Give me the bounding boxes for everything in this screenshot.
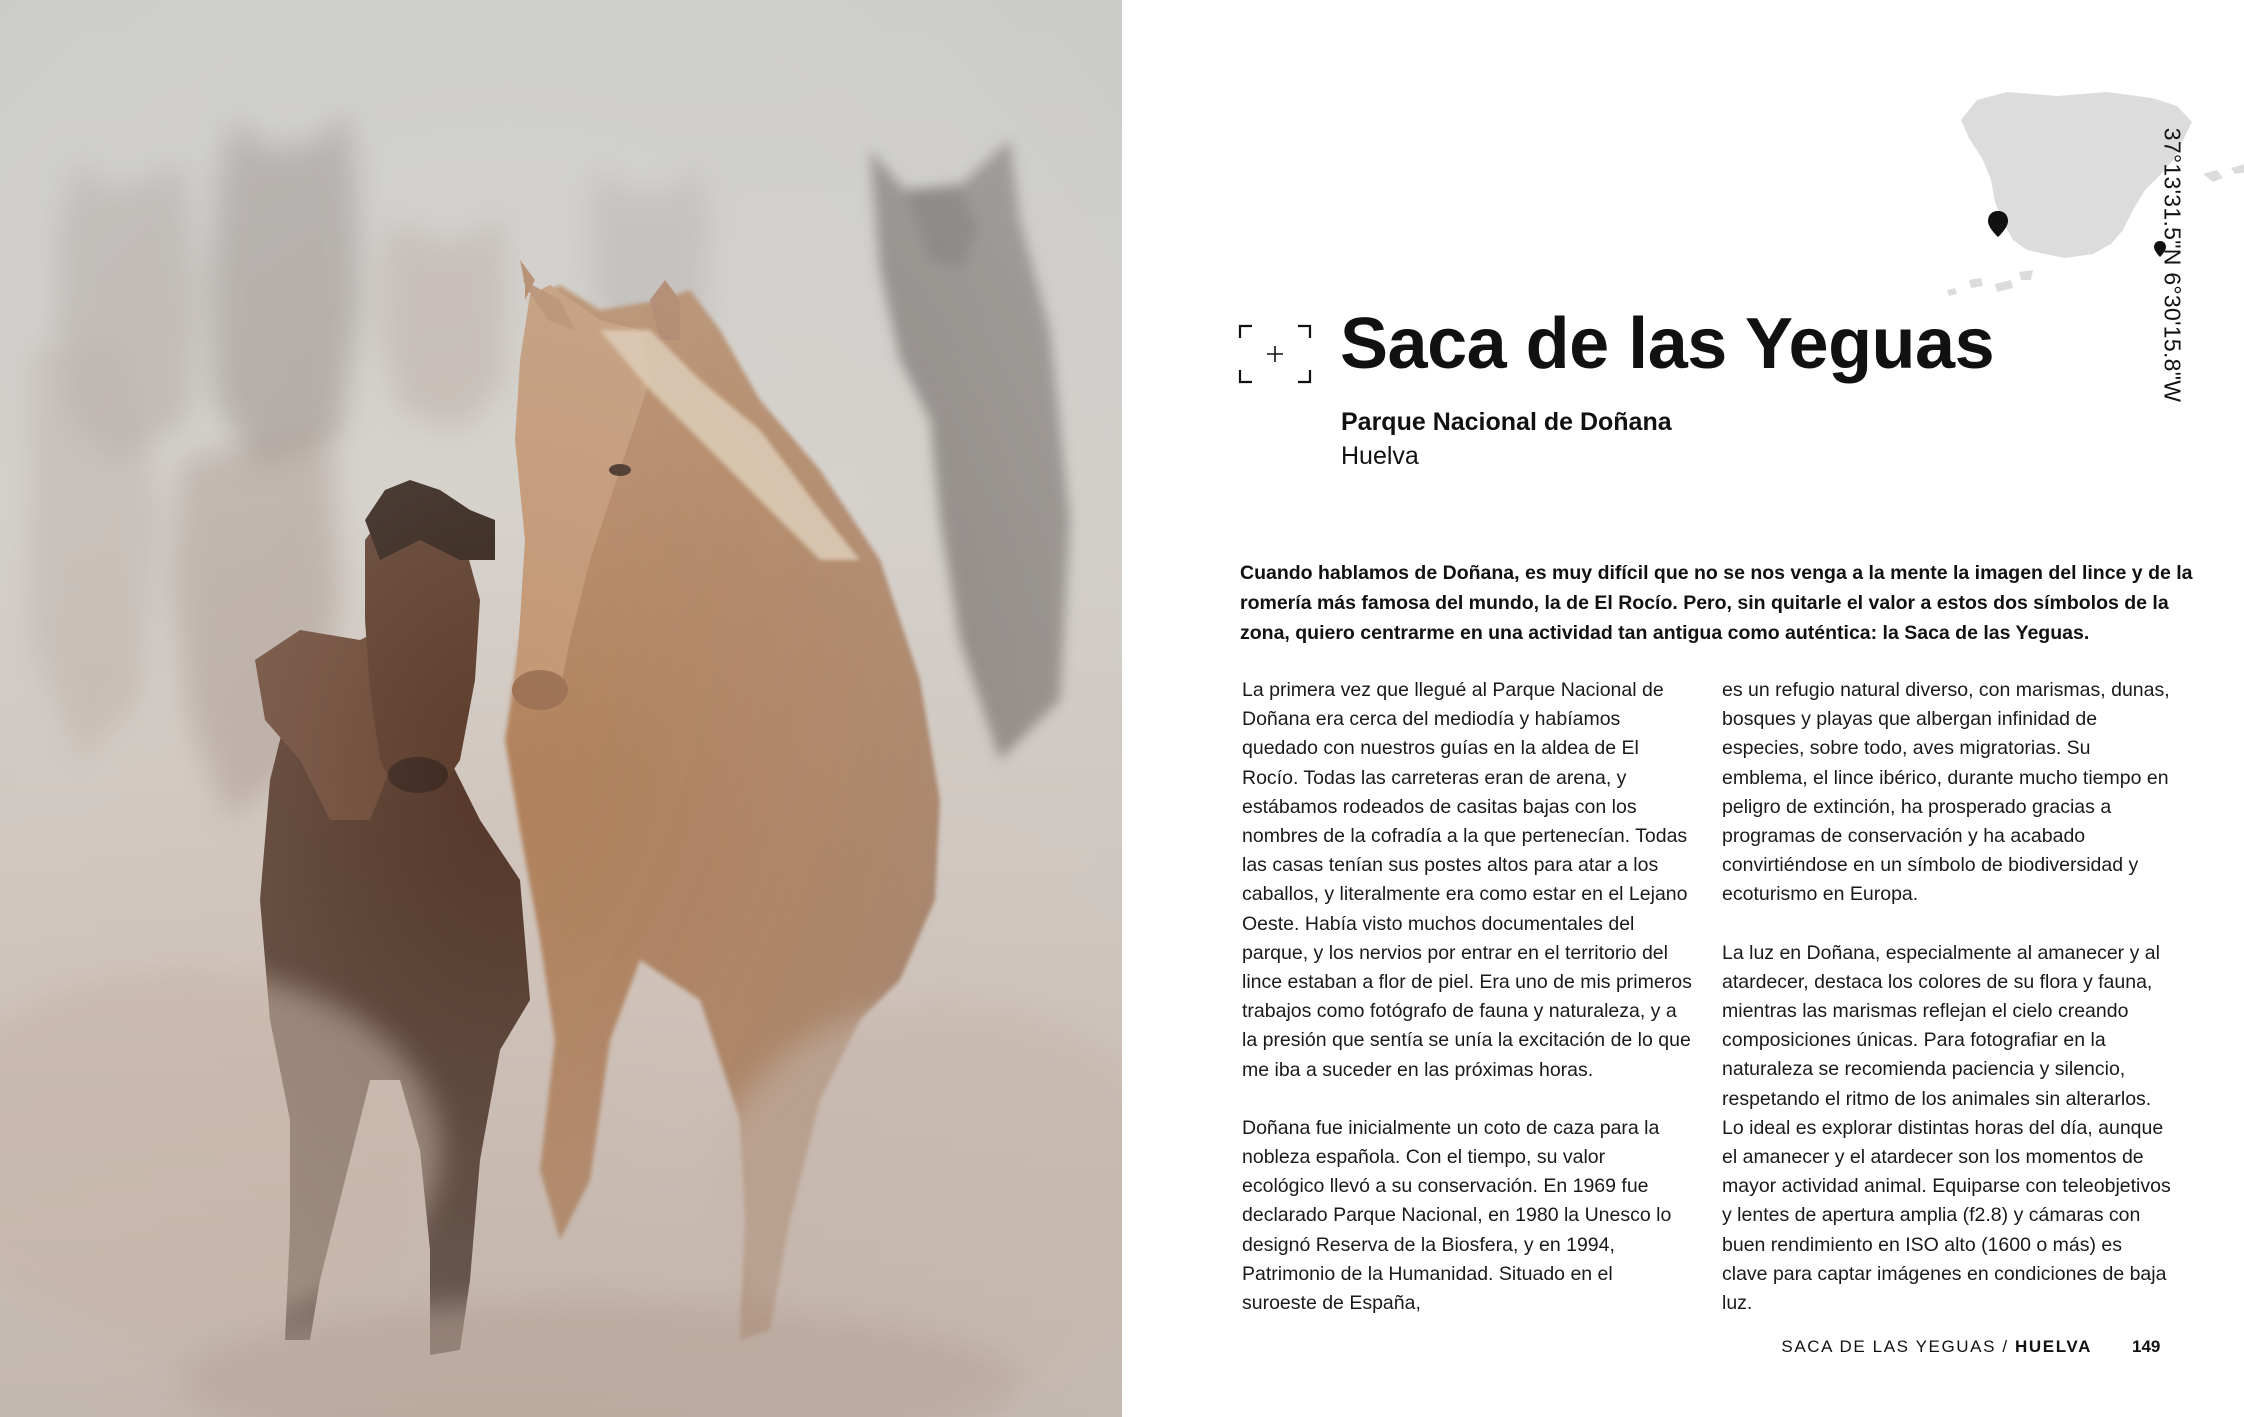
spain-map-icon (1947, 82, 2244, 322)
running-footer (1702, 1337, 2092, 1357)
body-paragraph: Doñana fue inicialmente un coto de caza para la nobleza española. Con el tiempo, su valor ecológico llevó a su conservación. En 1969 fue declarado Parque Nacional, en 1980 la Unesco lo designó Reserva de la Biosfera, y en 1994, Patrimonio de la Humanidad. Situado en el suroeste de España, (1242, 1116, 1672, 1315)
page-number: 149 (2132, 1337, 2161, 1356)
province-name: Huelva (1341, 442, 1419, 470)
body-paragraph: La primera vez que llegué al Parque Nacional de Doñana era cerca del mediodía y habíamos quedado con nuestros guías en la aldea de El Rocío. Todas las carreteras eran de arena, y estábamos rodeados de casitas bajas con los nombres de la cofradía a la que pertenecían. Todas las casas tenían sus postes altos para atar a los caballos, y literalmente era como estar en el Lejano Oeste. Había visto muchos documentales del parque, y los nervios por entrar en el territorio del lince estaban a flor de piel. Era uno de mis primeros trabajos como fotógrafo de fauna y naturaleza, y a la presión que sentía se unía la excitación de lo que me iba a suceder en las próximas horas. (1242, 679, 1692, 1081)
footer-section: SACA DE LAS YEGUAS / (1781, 1337, 2016, 1356)
park-name: Parque Nacional de Doñana (1341, 408, 1672, 436)
location-pin-icon (1987, 210, 2009, 238)
body-paragraph: es un refugio natural diverso, con marismas, dunas, bosques y playas que albergan infinidad de especies, sobre todo, aves migratorias. Su emblema, el lince ibérico, durante mucho tiempo en peligro de extinción, ha prosperado gracias a programas de conservación y ha acabado convirtiéndose en un símbolo de biodiversidad y ecoturismo en Europa. (1722, 679, 2170, 906)
page-title: Saca de las Yeguas (1340, 304, 1995, 384)
body-column-right (1722, 676, 2172, 1347)
body-paragraph: La luz en Doñana, especialmente al amanecer y al atardecer, destaca los colores de su flora y fauna, mientras las marismas reflejan el cielo creando composiciones únicas. Para fotografiar en la naturaleza se recomienda paciencia y silencio, respetando el ritmo de los animales sin alterarlos. Lo ideal es explorar distintas horas del día, aunque el amanecer y el atardecer son los momentos de mayor actividad animal. Equiparse con teleobjetivos y lentes de apertura amplia (f2.8) y cámaras con buen rendimiento en ISO alto (1600 o más) es clave para captar imágenes en condiciones de baja luz. (1722, 941, 2171, 1315)
body-column-left (1242, 676, 1692, 1347)
footer-region: HUELVA (2015, 1337, 2092, 1356)
gps-coordinates: 37°13'31.5"N 6°30'15.8"W (2159, 127, 2186, 403)
article-page (1122, 0, 2244, 1417)
intro-paragraph: Cuando hablamos de Doñana, es muy difícil que no se nos venga a la mente la imagen del lince y de la romería más famosa del mundo, la de El Rocío. Pero, sin quitarle el valor a estos dos símbolos de la zona, quiero centrarme en una actividad tan antigua como auténtica: la Saca de las Yeguas. (1240, 562, 2193, 644)
viewfinder-icon (1238, 324, 1312, 384)
